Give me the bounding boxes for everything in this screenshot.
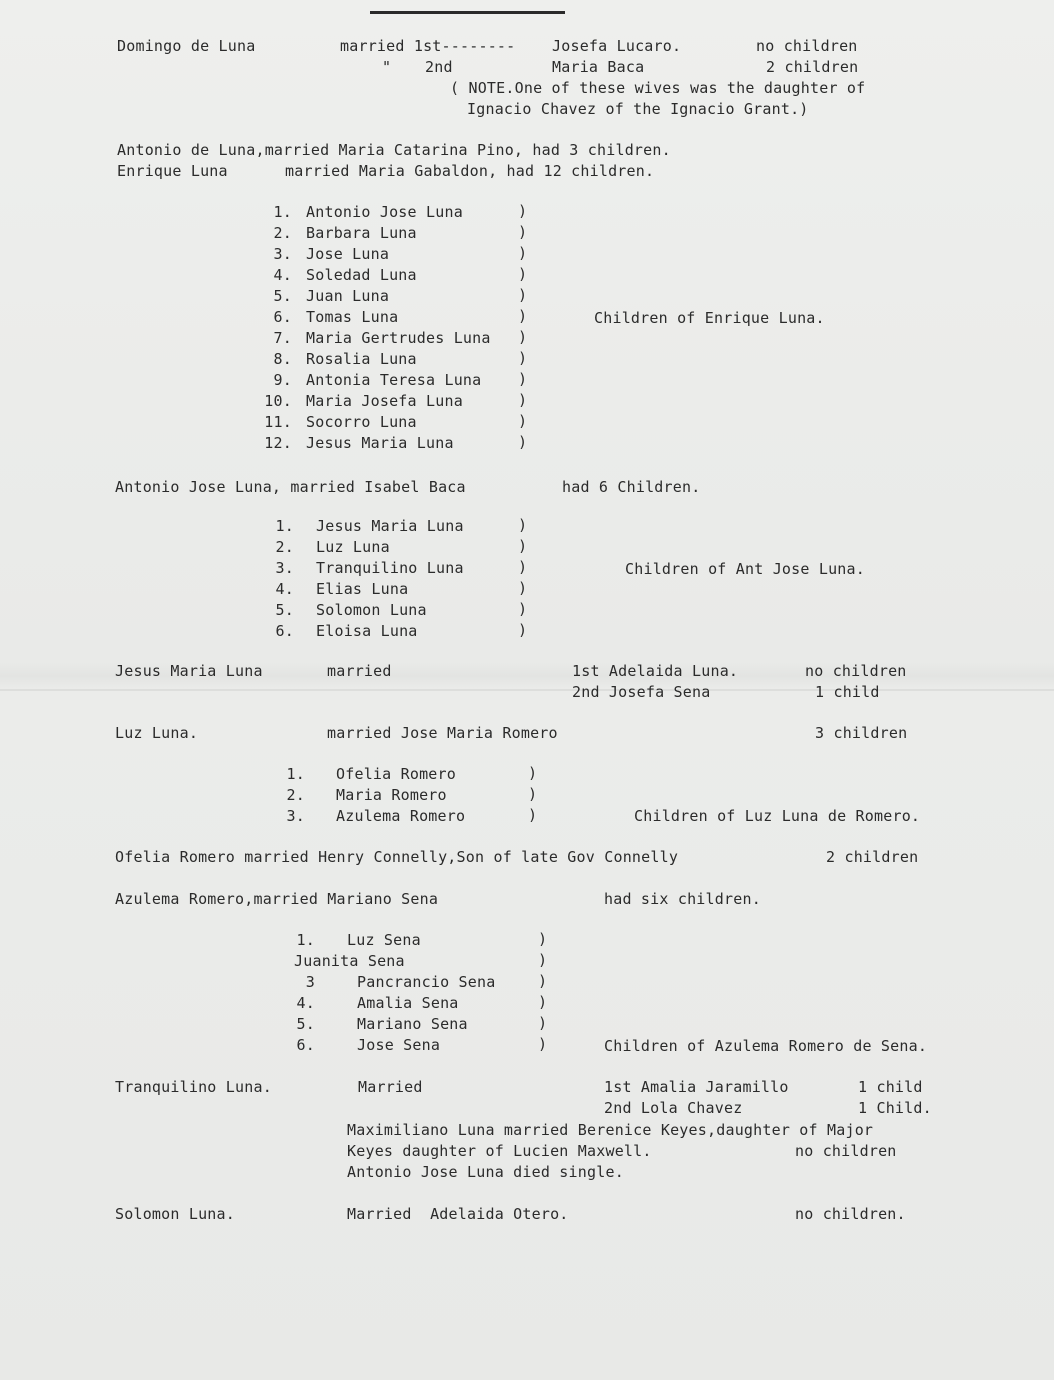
- list-item: Jose Luna: [306, 245, 390, 263]
- luz-children-count: 3 children: [815, 724, 908, 742]
- wife-2-children: 2 children: [766, 58, 859, 76]
- list-number: 1.: [286, 765, 305, 783]
- list-number: 11.: [264, 413, 292, 431]
- wife-1: Josefa Lucaro.: [552, 37, 682, 55]
- list-item: Azulema Romero: [336, 807, 466, 825]
- azulema-children-caption: Children of Azulema Romero de Sena.: [604, 1037, 928, 1055]
- jesus-maria-second-wife: 2nd Josefa Sena: [572, 683, 711, 701]
- list-number: 8.: [273, 350, 292, 368]
- maximiliano-children: no children: [795, 1142, 897, 1160]
- list-item: Barbara Luna: [306, 224, 417, 242]
- wife-2: Maria Baca: [552, 58, 645, 76]
- antonio-jose-marriage: Antonio Jose Luna, married Isabel Baca: [115, 478, 466, 496]
- list-item: Socorro Luna: [306, 413, 417, 431]
- list-number: 7.: [273, 329, 292, 347]
- list-item: Juan Luna: [306, 287, 390, 305]
- list-number: 3.: [273, 245, 292, 263]
- list-number: 5.: [273, 287, 292, 305]
- jesus-maria-name: Jesus Maria Luna: [115, 662, 263, 680]
- maximiliano-line-1: Maximiliano Luna married Berenice Keyes,daughter of Major: [347, 1121, 874, 1139]
- bracket-column: ) ) ) ) ) ): [518, 516, 528, 639]
- list-number: 9.: [273, 371, 292, 389]
- list-number: 1.: [296, 931, 315, 949]
- bracket-column: ) ) ) ) ) ) ) ) ) ) ) ): [518, 202, 528, 451]
- list-number: 4.: [296, 994, 315, 1012]
- top-rule: [370, 11, 565, 14]
- married-first-label: married 1st--------: [340, 37, 516, 55]
- list-number: 5.: [296, 1015, 315, 1033]
- list-item: Luz Sena: [347, 931, 421, 949]
- list-number: 3.: [286, 807, 305, 825]
- list-item: Solomon Luna: [316, 601, 427, 619]
- azulema-marriage: Azulema Romero,married Mariano Sena: [115, 890, 439, 908]
- list-item: Maria Josefa Luna: [306, 392, 463, 410]
- tranquilino-first-wife: 1st Amalia Jaramillo: [604, 1078, 789, 1096]
- luz-name: Luz Luna.: [115, 724, 199, 742]
- list-item: Tranquilino Luna: [316, 559, 464, 577]
- tranquilino-name: Tranquilino Luna.: [115, 1078, 272, 1096]
- list-number: 3: [305, 973, 315, 991]
- jesus-maria-first-wife: 1st Adelaida Luna.: [572, 662, 739, 680]
- list-number: 2.: [275, 538, 294, 556]
- list-item: Maria Romero: [336, 786, 447, 804]
- list-number: 1.: [275, 517, 294, 535]
- tranquilino-second-children: 1 Child.: [858, 1099, 932, 1117]
- domingo-name: Domingo de Luna: [117, 37, 256, 55]
- ofelia-children: 2 children: [826, 848, 919, 866]
- tranquilino-married: Married: [358, 1078, 423, 1096]
- bracket-column: ) ) ) ) ) ): [538, 930, 548, 1053]
- second-label: 2nd: [425, 58, 453, 76]
- list-number: 1.: [273, 203, 292, 221]
- wife-1-children: no children: [756, 37, 858, 55]
- jesus-maria-married: married: [327, 662, 392, 680]
- list-item: Ofelia Romero: [336, 765, 456, 783]
- solomon-married: Married Adelaida Otero.: [347, 1205, 569, 1223]
- list-item: Jesus Maria Luna: [316, 517, 464, 535]
- solomon-name: Solomon Luna.: [115, 1205, 235, 1223]
- list-item: Antonio Jose Luna: [306, 203, 463, 221]
- antonio-de-luna-line: Antonio de Luna,married Maria Catarina Pino, had 3 children.: [117, 141, 671, 159]
- bleed-through-shadow: [460, 1295, 960, 1375]
- note-line-2: Ignacio Chavez of the Ignacio Grant.): [467, 100, 809, 118]
- list-item: Elias Luna: [316, 580, 409, 598]
- list-item: Juanita Sena: [294, 952, 405, 970]
- list-number: 6.: [273, 308, 292, 326]
- list-item: Amalia Sena: [357, 994, 459, 1012]
- luz-married: married Jose Maria Romero: [327, 724, 558, 742]
- list-item: Soledad Luna: [306, 266, 417, 284]
- list-number: 2.: [273, 224, 292, 242]
- list-number: 4.: [273, 266, 292, 284]
- list-number: 12.: [264, 434, 292, 452]
- list-item: Antonia Teresa Luna: [306, 371, 482, 389]
- list-number: 10.: [264, 392, 292, 410]
- jesus-maria-first-children: no children: [805, 662, 907, 680]
- list-item: Rosalia Luna: [306, 350, 417, 368]
- antonio-jose-children-count: had 6 Children.: [562, 478, 701, 496]
- list-item: Eloisa Luna: [316, 622, 418, 640]
- enrique-children-caption: Children of Enrique Luna.: [594, 309, 825, 327]
- list-number: 6.: [296, 1036, 315, 1054]
- list-item: Luz Luna: [316, 538, 390, 556]
- maximiliano-line-2: Keyes daughter of Lucien Maxwell.: [347, 1142, 652, 1160]
- enrique-name: Enrique Luna: [117, 162, 228, 180]
- ofelia-marriage: Ofelia Romero married Henry Connelly,Son of late Gov Connelly: [115, 848, 679, 866]
- antonio-jose-died-single: Antonio Jose Luna died single.: [347, 1163, 624, 1181]
- tranquilino-first-children: 1 child: [858, 1078, 923, 1096]
- list-number: 6.: [275, 622, 294, 640]
- list-item: Jose Sena: [357, 1036, 441, 1054]
- antonio-jose-children-caption: Children of Ant Jose Luna.: [625, 560, 865, 578]
- luz-children-caption: Children of Luz Luna de Romero.: [634, 807, 921, 825]
- enrique-married-line: married Maria Gabaldon, had 12 children.: [285, 162, 655, 180]
- list-number: 4.: [275, 580, 294, 598]
- list-number: 3.: [275, 559, 294, 577]
- solomon-children: no children.: [795, 1205, 906, 1223]
- list-number: 5.: [275, 601, 294, 619]
- list-item: Pancrancio Sena: [357, 973, 496, 991]
- list-number: 2.: [286, 786, 305, 804]
- list-item: Jesus Maria Luna: [306, 434, 454, 452]
- jesus-maria-second-children: 1 child: [815, 683, 880, 701]
- tranquilino-second-wife: 2nd Lola Chavez: [604, 1099, 743, 1117]
- list-item: Maria Gertrudes Luna: [306, 329, 491, 347]
- azulema-children-count: had six children.: [604, 890, 761, 908]
- fold-crease: [0, 689, 1054, 691]
- ditto-mark: ": [382, 58, 392, 76]
- bracket-column: ) ) ): [528, 764, 538, 824]
- list-item: Tomas Luna: [306, 308, 399, 326]
- list-item: Mariano Sena: [357, 1015, 468, 1033]
- note-line-1: ( NOTE.One of these wives was the daughter of: [450, 79, 866, 97]
